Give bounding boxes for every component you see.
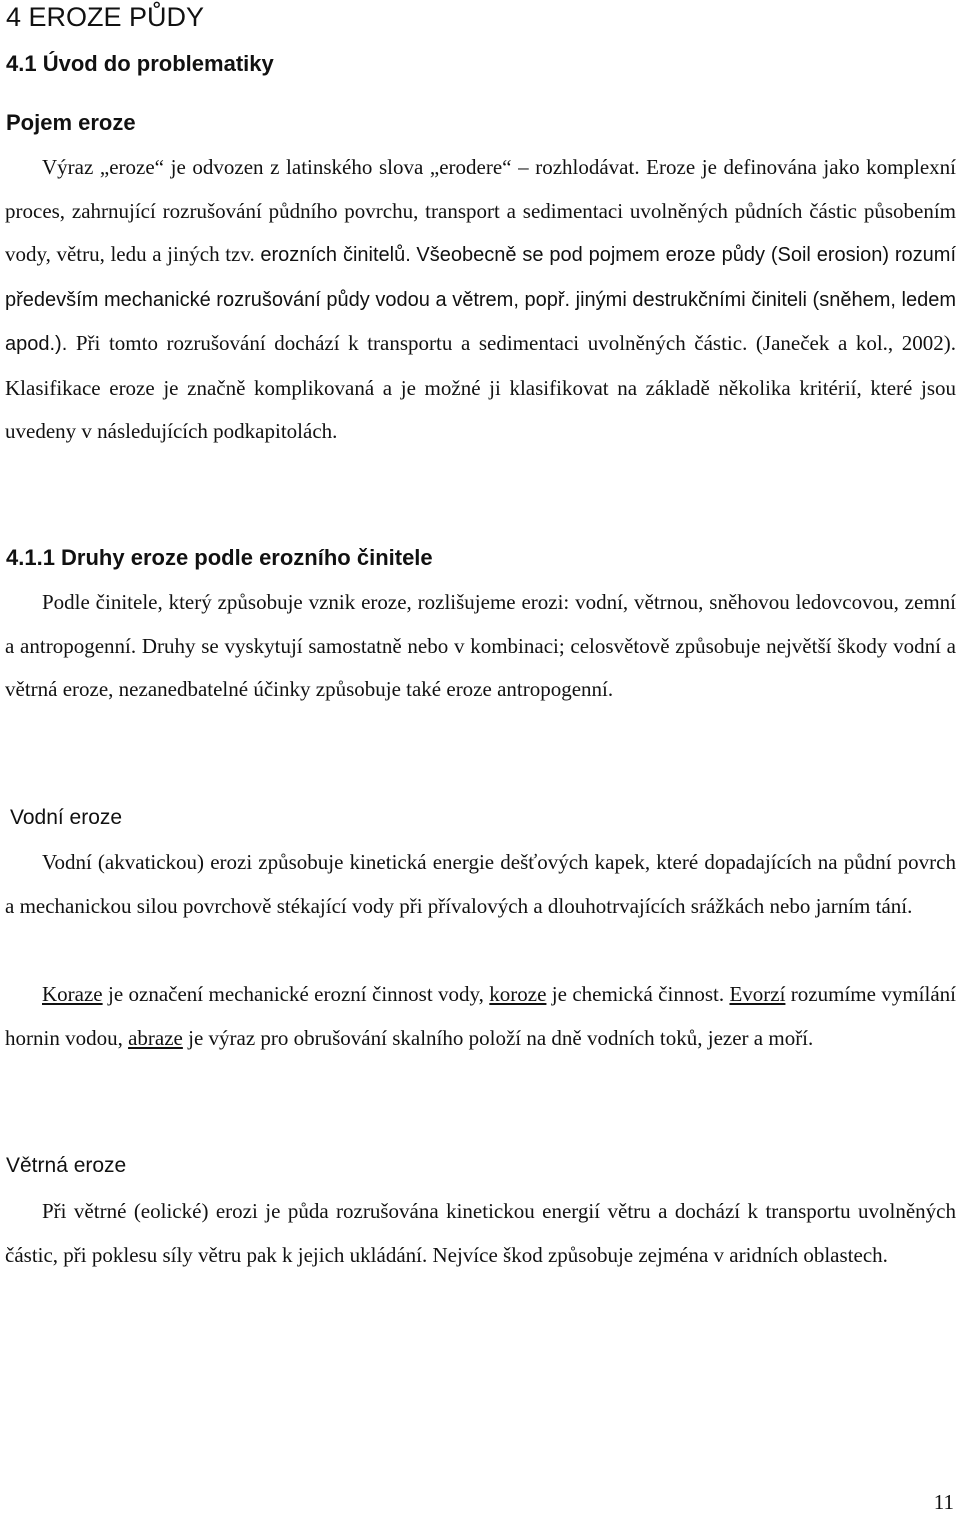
page-number: 11 <box>933 1490 954 1514</box>
term-abraze: abraze <box>128 1025 183 1050</box>
druhy-text: Podle činitele, který způsobuje vznik eroze, rozlišujeme erozi: vodní, větrnou, sněhovou ledovcovou, zemní a antropogenní. Druhy se vyskytují samostatně nebo v kombinaci; celosvětově způsobuje největší škody vodní a větrná eroze, nezanedbatelné účinky způsobuje také eroze antropogenní. <box>5 590 956 701</box>
vodni-text-1: Vodní (akvatickou) erozi způsobuje kinetická energie dešťových kapek, které dopadajících na půdní povrch a mechanickou silou povrchově stékající vody při přívalových a dlouhotrvajících srážkách nebo jarním tání. <box>5 850 956 918</box>
druhy-paragraph <box>5 581 956 712</box>
vetrna-paragraph <box>5 1190 956 1277</box>
vodni-text-2d: je výraz pro obrušování skalního položí na dně vodních toků, jezer a moří. <box>182 1025 814 1050</box>
vodni-text-2a: je označení mechanické erozní činnost vody, <box>102 982 490 1006</box>
section-title: 4.1 Úvod do problematiky <box>6 51 274 76</box>
term-koraze: Koraze <box>42 982 103 1006</box>
vodni-eroze-heading: Vodní eroze <box>10 806 123 829</box>
vetrna-eroze-heading: Větrná eroze <box>6 1154 127 1177</box>
term-koroze: koroze <box>489 982 547 1006</box>
vodni-text-2c: rozumíme vymílání hornin vodou, <box>5 982 956 1050</box>
vodni-text-2b: je chemická činnost. <box>546 982 730 1006</box>
intro-paragraph <box>5 146 956 454</box>
intro-text-4: Při tomto rozrušování dochází k transportu a sedimentaci uvolněných částic. (Janeček a kol., 2002). Klasifikace eroze je značně komplikovaná a je možné ji klasifikovat na základě několika kritérií, které jsou uvedeny v následujících podkapitolách. <box>5 331 957 443</box>
vodni-paragraph-1 <box>5 841 956 928</box>
intro-text-2: erozních činitelů. <box>260 244 411 266</box>
vetrna-text: Při větrné (eolické) erozi je půda rozrušována kinetickou energií větru a dochází k transportu uvolněných částic, při poklesu síly větru pak k jejich ukládání. Nejvíce škod způsobuje zejména v aridních oblastech. <box>5 1199 956 1267</box>
vodni-paragraph-2 <box>5 973 956 1060</box>
subheading-pojem-eroze: Pojem eroze <box>6 110 136 135</box>
term-evorzi: Evorzí <box>729 982 786 1006</box>
intro-text-3: Všeobecně se pod pojmem eroze půdy (Soil erosion) rozumí především mechanické rozrušování půdy vodou a větrem, popř. jinými destrukčními činiteli (sněhem, ledem apod.). <box>5 244 957 355</box>
subsection-title: 4.1.1 Druhy eroze podle erozního činitele <box>6 545 433 570</box>
intro-text-1: Výraz „eroze“ je odvozen z latinského slova „erodere“ – rozhlodávat. Eroze je definována jako komplexní proces, zahrnující rozrušování půdního povrchu, transport a sedimentaci uvolněných půdních částic působením vody, větru, ledu a jiných tzv. <box>5 155 956 266</box>
chapter-title: 4 EROZE PŮDY <box>6 2 205 32</box>
